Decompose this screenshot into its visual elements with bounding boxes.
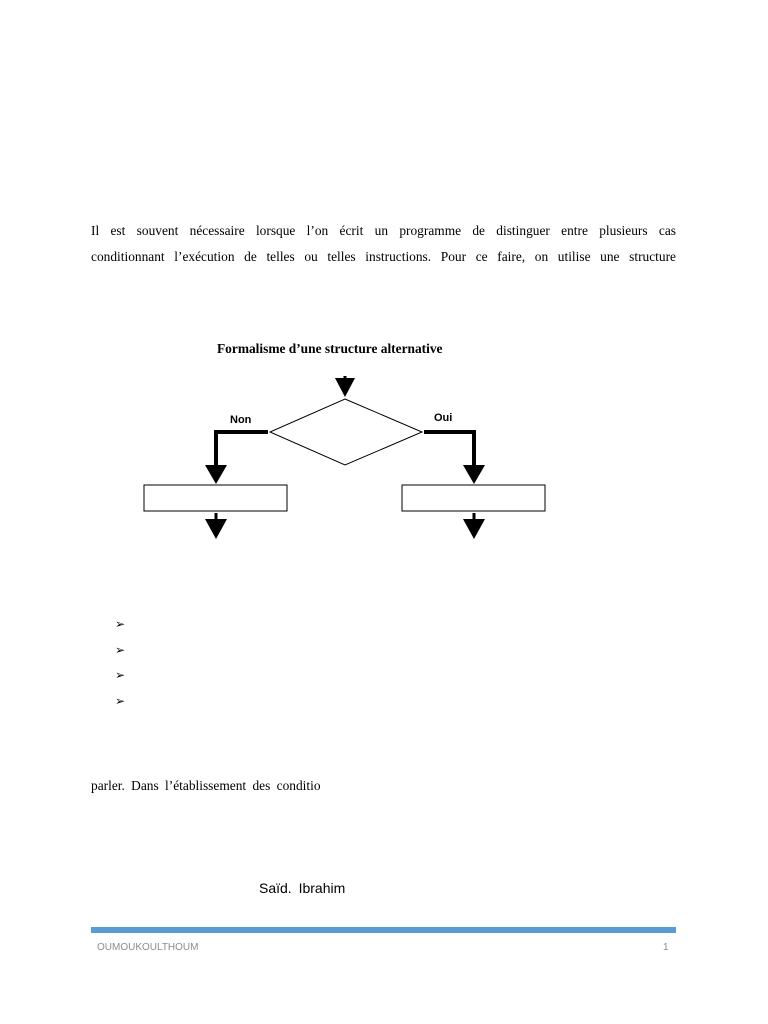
entry-arrow-head (335, 378, 355, 397)
figure-title: Formalisme d’une structure alternative (217, 341, 443, 356)
bullet-list (115, 612, 125, 714)
yes-label: Oui (434, 412, 453, 424)
bullet-arrow-icon: ➢ (115, 668, 126, 682)
no-exit-arrow-head (205, 519, 227, 539)
no-action-box (144, 485, 287, 511)
no-label: Non (230, 414, 252, 426)
footer-rule (91, 927, 676, 933)
paragraph-line-1: Il est souvent nécessaire lorsque l’on écrit un programme de distinguer entre plusieurs cas (91, 223, 676, 238)
paragraph-line-2: conditionnant l’exécution de telles ou telles instructions. Pour ce faire, on utilise une structure (91, 249, 676, 264)
footer-author: OUMOUKOULTHOUM (97, 942, 199, 953)
no-branch-arrow-head (205, 465, 227, 484)
bullet-arrow-icon: ➢ (115, 617, 126, 631)
yes-action-box (402, 485, 545, 511)
paragraph-fragment: parler. Dans l’établissement des conditio (91, 778, 321, 793)
page-number: 1 (663, 942, 669, 953)
no-branch-line (216, 432, 268, 467)
bullet-arrow-icon: ➢ (115, 693, 126, 708)
yes-branch-arrow-head (463, 465, 485, 484)
decision-diamond (270, 399, 422, 465)
signature: Saïd. Ibrahim (259, 880, 346, 896)
bullet-arrow-icon: ➢ (115, 642, 126, 657)
yes-exit-arrow-head (463, 519, 485, 539)
yes-branch-line (424, 432, 474, 467)
